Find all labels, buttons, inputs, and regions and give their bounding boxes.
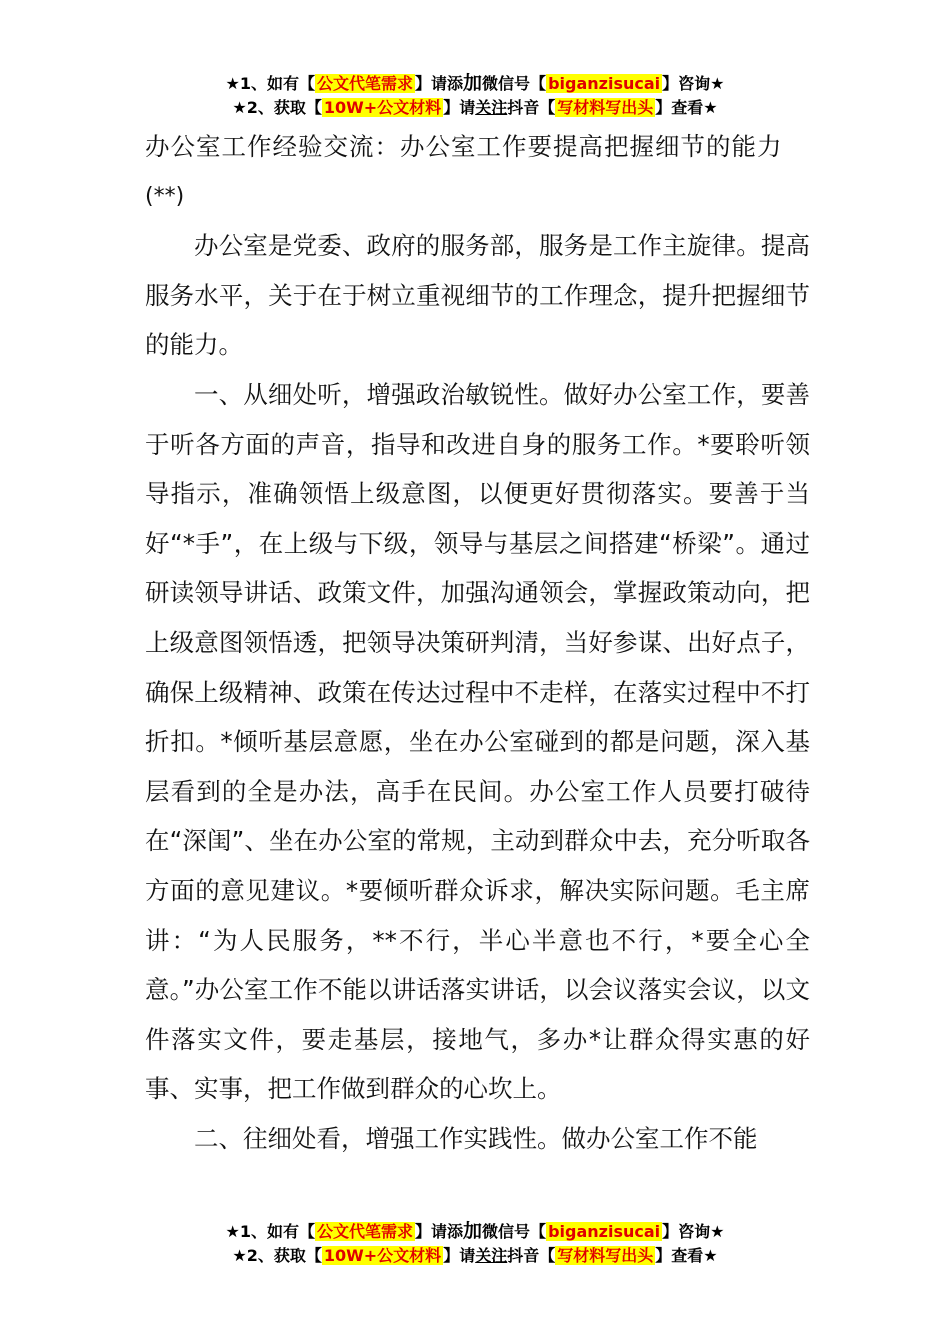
highlight-need: 公文代笔需求 xyxy=(317,74,414,93)
document-title: 办公室工作经验交流：办公室工作要提高把握细节的能力 xyxy=(145,132,783,161)
highlight-materials: 10W+公文材料 xyxy=(323,98,442,117)
highlight-materials: 10W+公文材料 xyxy=(323,1246,442,1265)
banner-text: 】请 xyxy=(443,98,476,117)
banner-line-1 xyxy=(0,71,950,96)
banner-text: ★2、获取【 xyxy=(232,1246,322,1265)
banner-line-2 xyxy=(0,96,950,120)
bottom-banner xyxy=(0,1219,950,1268)
banner-text: 】咨询★ xyxy=(662,74,725,93)
banner-text: ★2、获取【 xyxy=(232,98,322,117)
paragraph: 二、往细处看，增强工作实践性。做办公室工作不能 xyxy=(194,1123,758,1153)
top-banner xyxy=(0,71,950,120)
banner-line-2 xyxy=(0,1244,950,1268)
banner-text: 加 xyxy=(463,1220,483,1242)
banner-text: 】查看★ xyxy=(655,98,718,117)
document-body xyxy=(145,122,810,1163)
document-subtitle: (**) xyxy=(145,183,185,209)
banner-line-1 xyxy=(0,1219,950,1244)
highlight-douyin: 写材料写出头 xyxy=(557,98,654,117)
highlight-need: 公文代笔需求 xyxy=(317,1222,414,1241)
banner-text: 】请 xyxy=(443,1246,476,1265)
banner-text: 关注 xyxy=(475,1246,508,1265)
banner-text: 加 xyxy=(463,72,483,94)
banner-text: 微信号【 xyxy=(482,74,547,93)
paragraph: 一、从细处听，增强政治敏锐性。做好办公室工作，要善于听各方面的声音，指导和改进自身的服务工作。*要聆听领导指示，准确领悟上级意图，以便更好贯彻落实。要善于当好“*手”，在上级与下级，领导与基层之间搭建“桥梁”。通过研读领导讲话、政策文件，加强沟通领会，掌握政策动向，把上级意图领悟透，把领导决策研判清，当好参谋、出好点子，确保上级精神、政策在传达过程中不走样，在落实过程中不打折扣。*倾听基层意愿，坐在办公室碰到的都是问题，深入基层看到的全是办法，高手在民间。办公室工作人员要打破待在“深闺”、坐在办公室的常规，主动到群众中去，充分听取各方面的意见建议。*要倾听群众诉求，解决实际问题。毛主席讲：“为人民服务，**不行，半心半意也不行，*要全心全意。”办公室工作不能以讲话落实讲话，以会议落实会议，以文件落实文件，要走基层，接地气，多办*让群众得实惠的好事、实事，把工作做到群众的心坎上。 xyxy=(145,379,810,1104)
banner-text: ★1、如有【 xyxy=(225,1222,315,1241)
banner-text: 抖音【 xyxy=(507,98,556,117)
highlight-douyin: 写材料写出头 xyxy=(557,1246,654,1265)
highlight-wechat-id: biganzisucai xyxy=(548,1222,661,1241)
banner-text: 关注 xyxy=(475,98,508,117)
highlight-wechat-id: biganzisucai xyxy=(548,74,661,93)
banner-text: 微信号【 xyxy=(482,1222,547,1241)
banner-text: 】咨询★ xyxy=(662,1222,725,1241)
banner-text: 】请添 xyxy=(415,74,464,93)
banner-text: ★1、如有【 xyxy=(225,74,315,93)
banner-text: 抖音【 xyxy=(507,1246,556,1265)
banner-text: 】查看★ xyxy=(655,1246,718,1265)
banner-text: 】请添 xyxy=(415,1222,464,1241)
paragraph: 办公室是党委、政府的服务部，服务是工作主旋律。提高服务水平，关于在于树立重视细节的工作理念，提升把握细节的能力。 xyxy=(145,231,810,360)
